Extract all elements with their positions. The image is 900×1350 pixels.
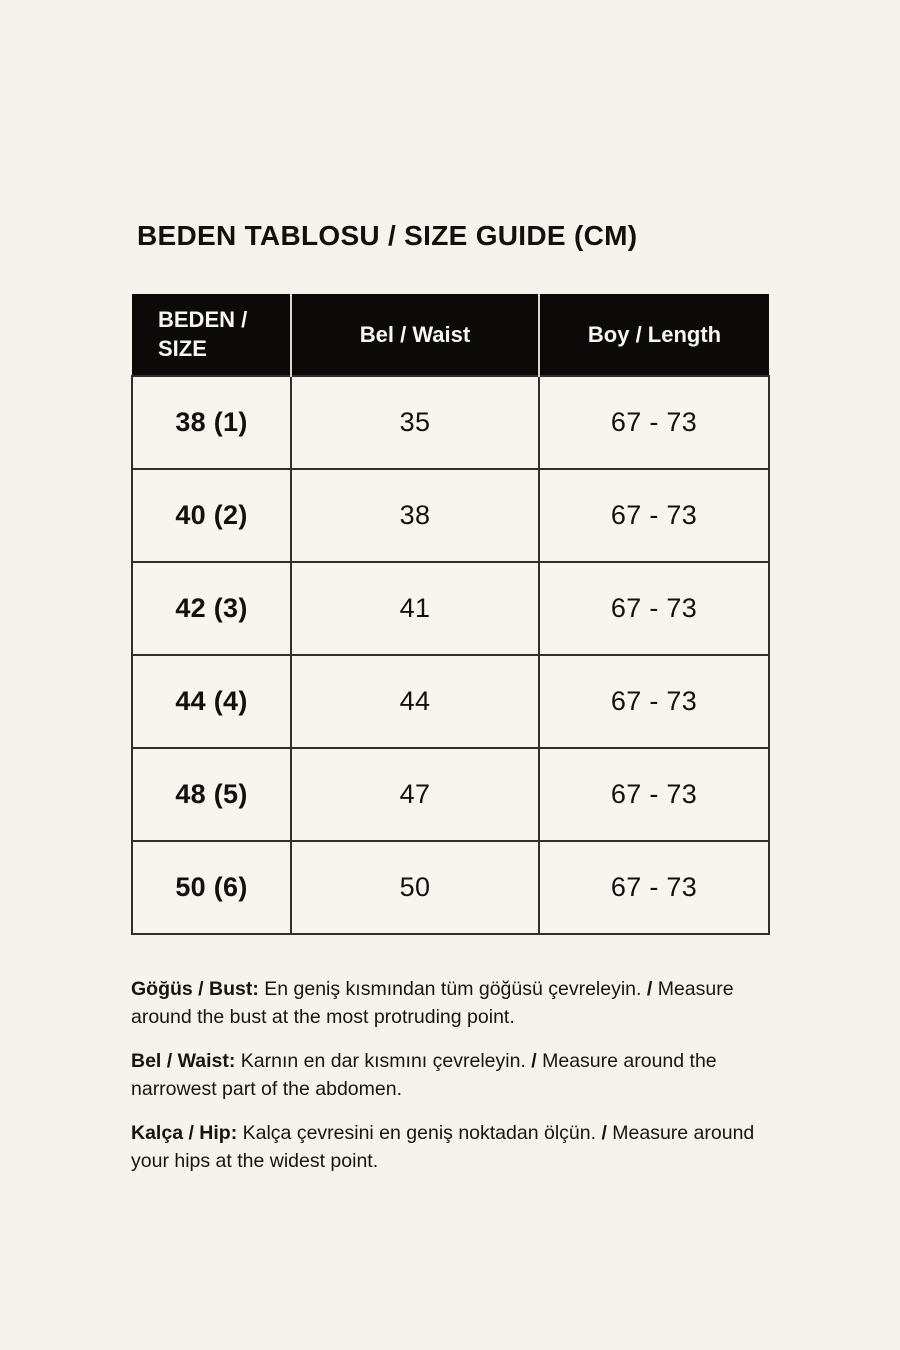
page-title: BEDEN TABLOSU / SIZE GUIDE (CM) (137, 220, 638, 251)
length-value: 67 - 73 (539, 748, 769, 841)
note-bust (131, 975, 779, 1032)
waist-value: 44 (291, 655, 539, 748)
size-value: 48 (5) (132, 748, 291, 841)
waist-value: 35 (291, 376, 539, 469)
note-waist (131, 1047, 779, 1104)
waist-value: 50 (291, 841, 539, 934)
table-header-row (132, 294, 769, 376)
note-hip (131, 1119, 779, 1176)
table-row (132, 469, 769, 562)
waist-value: 41 (291, 562, 539, 655)
note-bust-text-tr: En geniş kısmından tüm göğüsü çevreleyin. (258, 978, 647, 1000)
table-row (132, 748, 769, 841)
note-bust-text-en: Measure around the bust at the most protruding point. (131, 978, 734, 1029)
size-guide-page (131, 0, 781, 1191)
note-bust-label: Göğüs / Bust: (131, 978, 259, 1000)
waist-value: 38 (291, 469, 539, 562)
column-header-size: BEDEN / SIZE (132, 294, 291, 376)
note-hip-text-en: Measure around your hips at the widest point. (131, 1121, 755, 1173)
table-row (132, 841, 769, 934)
note-waist-text-en: Measure around the narrowest part of the abdomen. (131, 1049, 717, 1101)
measurement-notes (131, 975, 779, 1176)
length-value: 67 - 73 (539, 655, 769, 748)
note-waist-separator: / (531, 1049, 537, 1072)
table-row (132, 376, 769, 469)
note-bust-separator: / (646, 978, 653, 1000)
note-hip-label: Kalça / Hip: (131, 1121, 238, 1144)
size-value: 38 (1) (132, 376, 291, 469)
note-waist-label: Bel / Waist: (131, 1049, 236, 1072)
size-value: 50 (6) (132, 841, 291, 934)
length-value: 67 - 73 (539, 841, 769, 934)
length-value: 67 - 73 (539, 469, 769, 562)
column-header-length: Boy / Length (539, 294, 769, 376)
size-value: 40 (2) (132, 469, 291, 562)
length-value: 67 - 73 (539, 376, 769, 469)
note-waist-text-tr: Karnın en dar kısmını çevreleyin. (235, 1049, 532, 1072)
size-value: 42 (3) (132, 562, 291, 655)
note-hip-text-tr: Kalça çevresini en geniş noktadan ölçün. (237, 1121, 602, 1144)
waist-value: 47 (291, 748, 539, 841)
table-row (132, 562, 769, 655)
size-guide-table (131, 294, 770, 935)
size-value: 44 (4) (132, 655, 291, 748)
length-value: 67 - 73 (539, 562, 769, 655)
note-hip-separator: / (601, 1121, 607, 1144)
column-header-waist: Bel / Waist (291, 294, 539, 376)
table-row (132, 655, 769, 748)
